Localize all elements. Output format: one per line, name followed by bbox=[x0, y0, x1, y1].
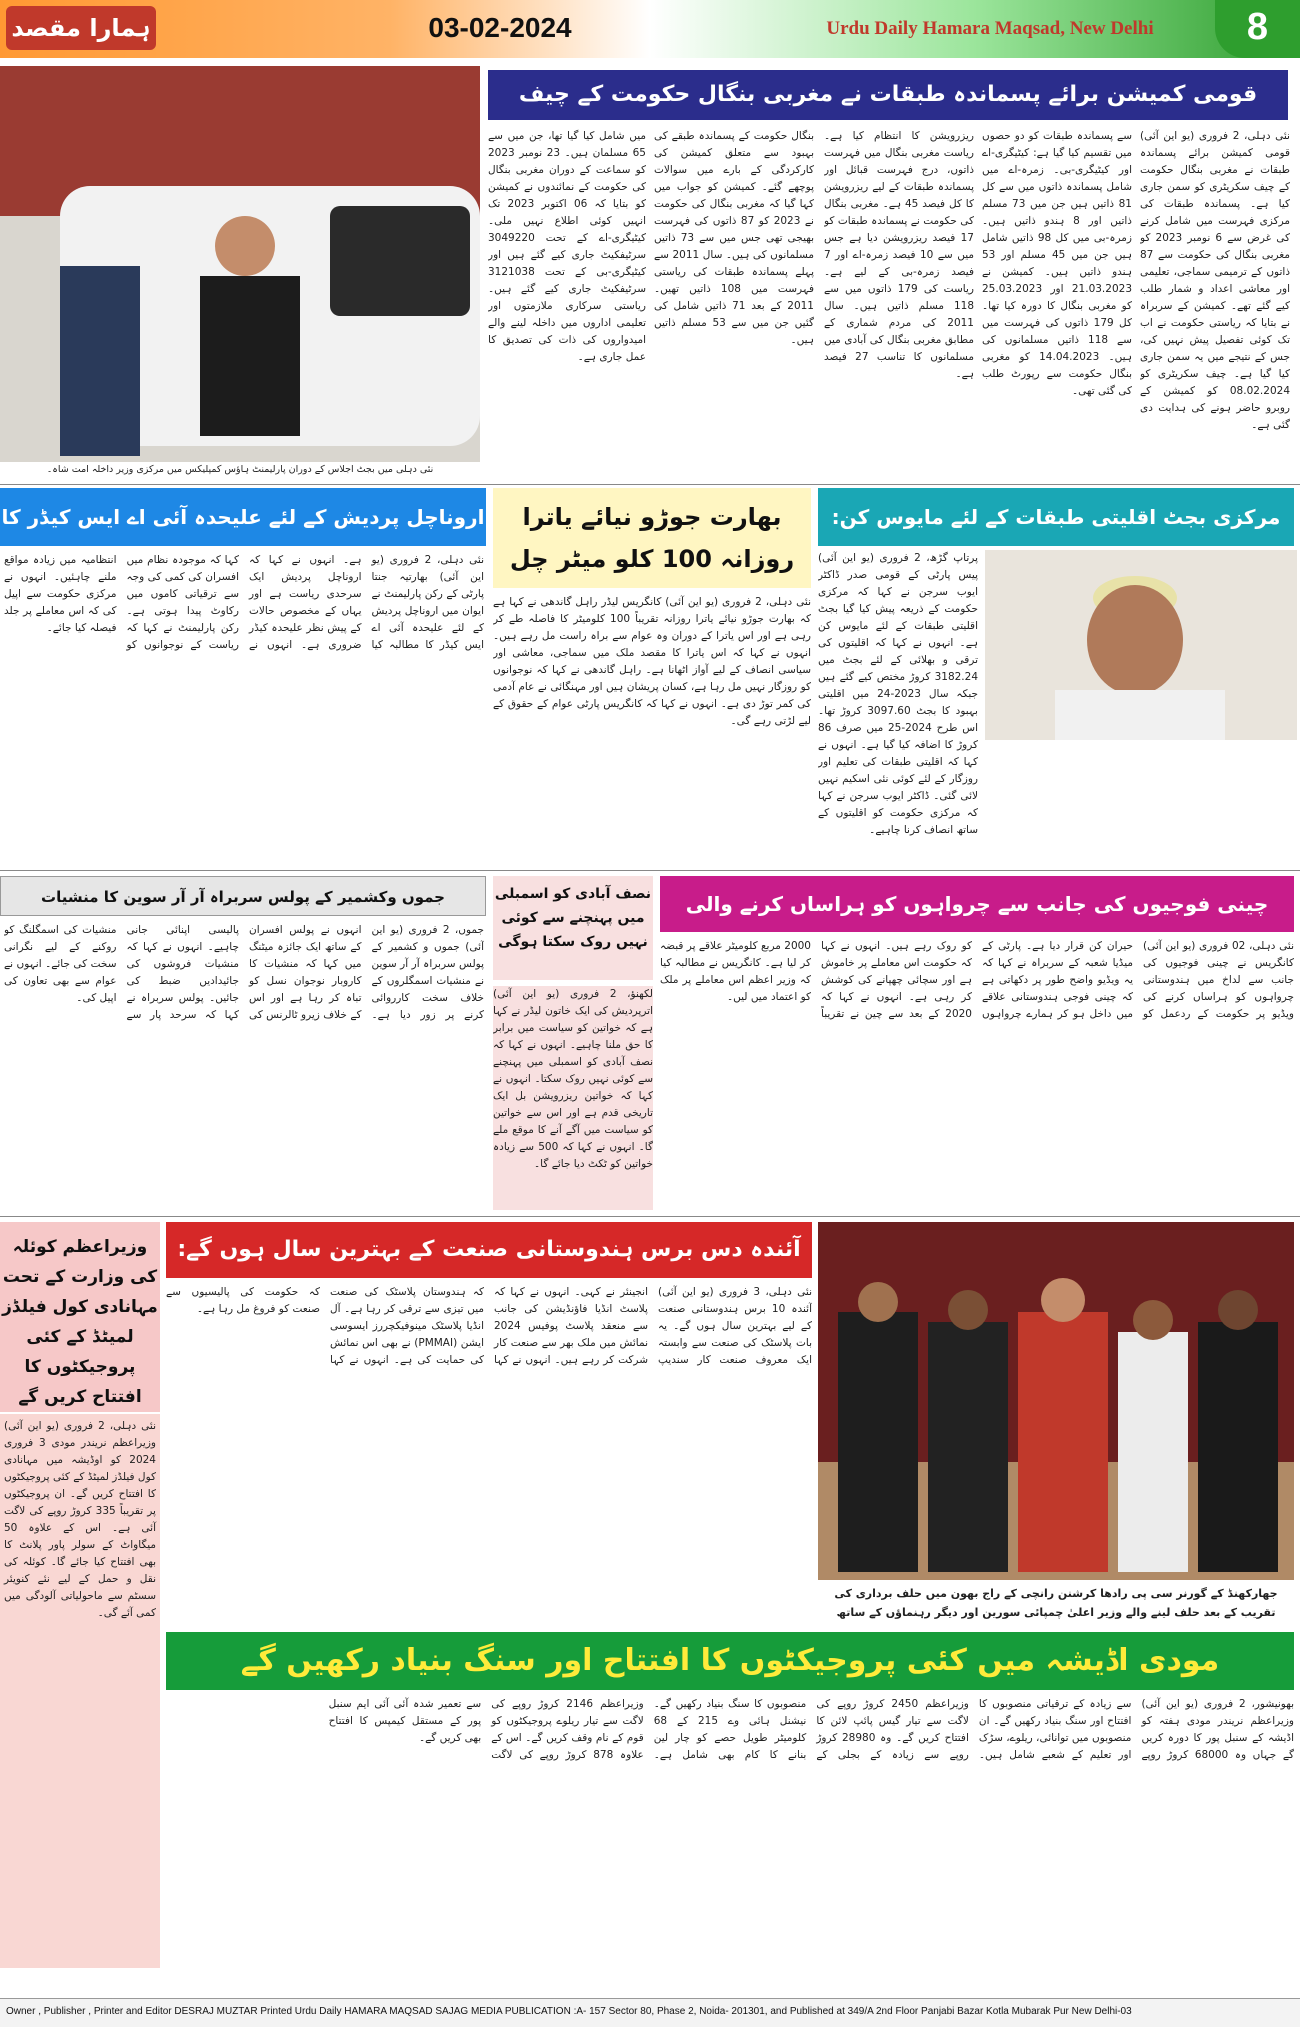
ceremony-illustration bbox=[818, 1222, 1294, 1580]
story2-text-lower bbox=[985, 745, 1295, 863]
portrait-illustration bbox=[985, 550, 1297, 740]
paper-name: Urdu Daily Hamara Maqsad, New Delhi bbox=[826, 18, 1154, 39]
story9-text: نئی دہلی، 3 فروری (یو این آئی) آئندہ 10 برس ہندوستانی صنعت کے لیے بہترین سال ہوں گے۔ یہ بات پلاسٹک کی صنعت سے وابستہ ایک معروف صنعت کار سندیپ انجینئر نے کہی۔ انہوں نے کہا کہ پلاسٹ انڈیا فاؤنڈیشن کی جانب سے منعقد پلاسٹ پوفیس 2024 نمائش میں ملک بھر سے صنعت کار شرکت کر رہے ہیں۔ انہوں نے کہا کہ ہندوستان پلاسٹک کی صنعت میں تیزی سے ترقی کر رہا ہے۔ آل انڈیا پلاسٹک مینوفیکچررز ایسوسی ایشن (PMMAI) نے بھی اس نمائش کی حمایت کی ہے۔ انہوں نے کہا کہ حکومت کی پالیسیوں سے صنعت کو فروغ مل رہا ہے۔ bbox=[166, 1286, 812, 1366]
car-illustration bbox=[0, 66, 480, 462]
masthead-logo bbox=[6, 6, 156, 50]
story9-headline: آئندہ دس برس ہندوستانی صنعت کے بہترین سال ہوں گے: bbox=[166, 1222, 812, 1278]
divider bbox=[0, 1216, 1300, 1217]
story11-headline: مودی اڈیشہ میں کئی پروجیکٹوں کا افتتاح اور سنگ بنیاد رکھیں گے bbox=[166, 1632, 1294, 1690]
story6-headline: نصف آبادی کو اسمبلی میں پہنچنے سے کوئی نہیں روک سکتا ہوگی bbox=[493, 876, 653, 980]
story1-col1: نئی دہلی، 2 فروری (یو این آئی) قومی کمیشن برائے پسماندہ طبقات نے مغربی بنگال حکومت کے چیف سکریٹری کو سمن جاری کیا ہے۔ پسماندہ طبقات کی مرکزی فہرست میں شامل کرنے کی غرض سے 6 نومبر 2023 کو مغربی بنگال کی حکومت سے 87 ذاتوں کے ترمیمی سماجی، تعلیمی اور معاشی اعداد و شمار طلب کیے گئے تھے۔ کمیشن کے سربراہ نے بتایا کہ ریاستی حکومت نے اب تک کوئی تفصیل پیش نہیں کی، جس کے نتیجے میں یہ سمن جاری کیا گیا ہے۔ چیف سکریٹری کو 08.02.2024 کو کمیشن کے روبرو حاضر ہونے کی ہدایت دی گئی ہے۔ bbox=[1140, 130, 1290, 431]
story2-text: پرتاپ گڑھ، 2 فروری (یو این آئی) پیس پارٹی کے قومی صدر ڈاکٹر ایوب سرجن نے کہا کہ مرکزی حکومت کے ذریعہ پیش کیا گیا بجٹ اقلیتی طبقات کے لئے مایوس کن ہے۔ انہوں نے کہا کہ اقلیتوں کی ترقی و بھلائی کے لئے بجٹ میں 3182.24 کروڑ مختص کیے گئے ہیں جبکہ سال 2023-24 میں اقلیتی بہبود کا بجٹ 3097.60 کروڑ تھا۔ اس طرح 2024-25 میں صرف 86 کروڑ کا اضافہ کیا گیا ہے۔ انہوں نے کہا کہ اقلیتی طبقات کی تعلیم اور روزگار کے لئے کوئی نئی اسکیم نہیں لائی گئی۔ ڈاکٹر ایوب سرجن نے کہا کہ مرکزی حکومت کو اقلیتوں کے ساتھ انصاف کرنا چاہیے۔ bbox=[818, 552, 978, 836]
story8-text: نئی دہلی، 2 فروری (یو این آئی) وزیراعظم نریندر مودی 3 فروری 2024 کو اوڈیشہ میں مہانادی کول فیلڈز لمیٹڈ کے کئی پروجیکٹوں کا افتتاح کریں گے۔ ان پروجیکٹوں پر تقریباً 335 کروڑ روپے کی لاگت آئی ہے۔ اس کے علاوہ 50 میگاواٹ کے سولر پاور پلانٹ کا بھی افتتاح کیا جائے گا۔ کوئلہ کی نقل و حمل کے لیے نئے کنویئر سسٹم سے ماحولیاتی آلودگی میں کمی آئے گی۔ bbox=[0, 1414, 160, 1968]
story7-text: نئی دہلی، 02 فروری (یو این آئی) کانگریس نے چینی فوجیوں کی جانب سے لداخ میں ہندوستانی چرواہوں کو ہراساں کرنے کی ویڈیو پر حکومت کے ردعمل کو حیران کن قرار دیا ہے۔ پارٹی کے میڈیا شعبہ کے سربراہ نے کہا کہ یہ ویڈیو واضح طور پر دکھاتی ہے کہ چینی فوجی ہندوستانی علاقے میں داخل ہو کر ہمارے چرواہوں کو روک رہے ہیں۔ انہوں نے کہا کہ حکومت اس معاملے پر خاموش ہے اور سچائی چھپانے کی کوشش کر رہی ہے۔ انہوں نے کہا کہ 2020 کے بعد سے چین نے تقریباً 2000 مربع کلومیٹر علاقے پر قبضہ کر لیا ہے۔ کانگریس نے مطالبہ کیا کہ وزیر اعظم اس معاملے پر ملک کو اعتماد میں لیں۔ bbox=[660, 940, 1294, 1020]
story1-col3: ریزرویشن کا انتظام کیا ہے۔ ریاست مغربی بنگال میں فہرست ذاتوں، درج فہرست قبائل اور پسماندہ طبقات کے لیے ریزرویشن کا کل فیصد 45 ہے۔ مغربی بنگال کی حکومت نے پسماندہ طبقات کو 17 فیصد ریزرویشن دیا ہے جس میں سے 10 فیصد زمرہ-اے اور 7 فیصد زمرہ-بی کے لیے ہے۔ ریاست کی 179 ذاتوں میں سے 118 مسلم ذاتیں ہیں۔ سال 2011 کی مردم شماری کے مطابق مغربی بنگال کی آبادی میں مسلمانوں کا تناسب 27 فیصد ہے۔ bbox=[824, 130, 974, 380]
logo-text: ہمارا مقصد bbox=[11, 14, 151, 42]
story2-headline: مرکزی بجٹ اقلیتی طبقات کے لئے مایوس کن: bbox=[818, 488, 1294, 546]
story5-text: جموں، 2 فروری (یو این آئی) جموں و کشمیر کے پولس سربراہ آر آر سوین نے منشیات اسمگلروں کے خلاف سخت کارروائی کرنے پر زور دیا ہے۔ انہوں نے پولس افسران کے ساتھ ایک جائزہ میٹنگ میں کہا کہ منشیات کا کاروبار نوجوان نسل کو تباہ کر رہا ہے اور اس کے خلاف زیرو ٹالرنس کی پالیسی اپنائی جانی چاہیے۔ انہوں نے کہا کہ منشیات فروشوں کی جائیدادیں ضبط کی جائیں۔ پولس سربراہ نے کہا کہ سرحد پار سے منشیات کی اسمگلنگ کو روکنے کے لیے نگرانی سخت کی جائے۔ انہوں نے عوام سے بھی تعاون کی اپیل کی۔ bbox=[4, 924, 484, 1021]
amit-shah-caption: نئی دہلی میں بجٹ اجلاس کے دوران پارلیمنٹ ہاؤس کمپلیکس میں مرکزی وزیر داخلہ امت شاہ۔ bbox=[46, 464, 434, 475]
jharkhand-ceremony-photo bbox=[818, 1222, 1294, 1580]
story3-headline: بھارت جوڑو نیائے یاترا روزانہ 100 کلو میٹر چل bbox=[493, 488, 811, 588]
page-number: 8 bbox=[1246, 6, 1269, 48]
jharkhand-caption: جھارکھنڈ کے گورنر سی پی رادھا کرشنن رانچی کے راج بھون میں حلف برداری کی تقریب کے بعد حلف لینے والے وزیر اعلیٰ چمپائی سورین اور دیگر رہنماؤں کے ساتھ bbox=[834, 1587, 1278, 1619]
footer bbox=[0, 1998, 1300, 2027]
story4-text: نئی دہلی، 2 فروری (یو این آئی) بھارتیہ جنتا پارٹی کے رکن پارلیمنٹ نے ایوان میں اروناچل پردیش کے لئے علیحدہ آئی اے ایس کیڈر کا مطالبہ کیا ہے۔ انہوں نے کہا کہ اروناچل پردیش ایک سرحدی ریاست ہے اور یہاں کے مخصوص حالات کے پیش نظر علیحدہ کیڈر ضروری ہے۔ انہوں نے کہا کہ موجودہ نظام میں افسران کی کمی کی وجہ سے ترقیاتی کاموں میں رکاوٹ پیدا ہوتی ہے۔ رکن پارلیمنٹ نے کہا کہ ریاست کے نوجوانوں کو انتظامیہ میں زیادہ مواقع ملنے چاہئیں۔ انہوں نے مرکزی حکومت سے اپیل کی کہ اس معاملے پر جلد فیصلہ کیا جائے۔ bbox=[4, 554, 484, 651]
story1-col2: سے پسماندہ طبقات کو دو حصوں میں تقسیم کیا گیا ہے: کیٹیگری-اے اور کیٹیگری-بی۔ زمرہ-اے میں شامل پسماندہ ذاتوں میں سے کل 81 ذاتیں ہیں جن میں 73 مسلم ذاتیں اور 8 ہندو ذاتیں ہیں۔ زمرہ-بی میں کل 98 ذاتیں شامل ہیں جن میں 45 مسلم اور 53 ہندو ذاتیں ہیں۔ کمیشن نے 21.03.2023 اور 25.03.2023 کو مغربی بنگال کا دورہ کیا تھا۔ کل 179 ذاتوں کی فہرست میں سے 118 ذاتیں مسلمانوں کی ہیں۔ 14.04.2023 کو مغربی بنگال حکومت سے رپورٹ طلب کی گئی تھی۔ bbox=[982, 130, 1132, 397]
story8-headline: وزیراعظم کوئلہ کی وزارت کے تحت مہانادی کول فیلڈز لمیٹڈ کے کئی پروجیکٹوں کا افتتاح کریں گے bbox=[0, 1222, 160, 1412]
page-number-badge bbox=[1215, 0, 1300, 58]
story1-col5: میں شامل کیا گیا تھا، جن میں سے 65 مسلمان ہیں۔ 23 نومبر 2023 کو سماعت کے دوران مغربی بنگال کی حکومت کے نمائندوں نے کمیشن کو بتایا کہ 06 اکتوبر 2023 تک انہیں کوئی اطلاع نہیں ملی۔ کیٹیگری-اے کے تحت 3049220 سرٹیفکیٹ جاری کیے گئے ہیں اور کیٹیگری-بی کے تحت 3121038 سرٹیفکیٹ جاری کیے گئے ہیں۔ ریاستی سرکاری ملازمتوں اور تعلیمی اداروں میں داخلہ لینے والے امیدواروں کی ذات کی تصدیق کا عمل جاری ہے۔ bbox=[488, 130, 646, 363]
issue-date: 03-02-2024 bbox=[428, 12, 572, 43]
story7-headline: چینی فوجیوں کی جانب سے چرواہوں کو ہراساں کرنے والی bbox=[660, 876, 1294, 932]
divider bbox=[0, 484, 1300, 485]
ayub-surjan-photo bbox=[985, 550, 1297, 740]
story6-text: لکھنؤ، 2 فروری (یو این آئی) اترپردیش کی ایک خاتون لیڈر نے کہا ہے کہ خواتین کو سیاست میں برابر کا حق ملنا چاہیے۔ انہوں نے کہا کہ نصف آبادی کو اسمبلی میں پہنچنے سے کوئی نہیں روک سکتا۔ انہوں نے کہا کہ خواتین ریزرویشن بل ایک تاریخی قدم ہے اور اس سے خواتین کو سیاست میں آگے آنے کا موقع ملے گا۔ انہوں نے کہا کہ 500 سے زیادہ خواتین کو ٹکٹ دیا جائے گا۔ bbox=[493, 986, 653, 1210]
story11-text: بھونیشور، 2 فروری (یو این آئی) وزیراعظم نریندر مودی ہفتہ کو اڈیشہ کے سنبل پور کا دورہ کریں گے جہاں وہ 68000 کروڑ روپے سے زیادہ کے ترقیاتی منصوبوں کا افتتاح اور سنگ بنیاد رکھیں گے۔ ان منصوبوں میں توانائی، ریلوے، سڑک اور تعلیم کے شعبے شامل ہیں۔ وزیراعظم 2450 کروڑ روپے کی لاگت سے تیار گیس پائپ لائن کا افتتاح کریں گے۔ وہ 28980 کروڑ روپے سے زیادہ کے بجلی کے منصوبوں کا سنگ بنیاد رکھیں گے۔ نیشنل ہائی وے 215 کے 68 کلومیٹر طویل حصے کو چار لین بنانے کا کام بھی شامل ہے۔ وزیراعظم 2146 کروڑ روپے کی لاگت سے تیار ریلوے پروجیکٹوں کو قوم کے نام وقف کریں گے۔ اس کے علاوہ 878 کروڑ روپے کی لاگت سے تعمیر شدہ آئی آئی ایم سنبل پور کے مستقل کیمپس کا افتتاح بھی کریں گے۔ bbox=[328, 1698, 1294, 1761]
story4-headline: اروناچل پردیش کے لئے علیحدہ آئی اے ایس کیڈر کا bbox=[0, 488, 486, 546]
story5-headline: جموں وکشمیر کے پولس سربراہ آر آر سوین کا منشیات bbox=[0, 876, 486, 916]
story1-col4: بنگال حکومت کے پسماندہ طبقے کی بہبود سے متعلق کمیشن کی کارکردگی کے بارے میں سوالات پوچھے گئے۔ کمیشن کو جواب میں کہا گیا کہ مغربی بنگال کی حکومت نے 2023 کو 87 ذاتوں کی فہرست بھیجی تھی جس میں سے 73 ذاتیں مسلمانوں کی ہیں۔ سال 2011 سے پہلے پسماندہ طبقات کی ریاستی فہرست میں 108 ذاتیں تھیں۔ 2011 کے بعد 71 ذاتیں شامل کی گئیں جن میں سے 53 مسلم ذاتیں ہیں۔ bbox=[654, 130, 814, 346]
story3-text: نئی دہلی، 2 فروری (یو این آئی) کانگریس لیڈر راہل گاندھی نے کہا ہے کہ بھارت جوڑو نیائے یاترا روزانہ تقریباً 100 کلومیٹر کا فاصلہ طے کر رہی ہے اور اس یاترا کے دوران وہ عوام سے براہ راست مل رہے ہیں۔ انہوں نے کہا کہ اس یاترا کا مقصد ملک میں سماجی، معاشی اور سیاسی انصاف کے لیے آواز اٹھانا ہے۔ راہل گاندھی نے کہا کہ نوجوانوں کو روزگار نہیں مل رہا ہے، کسان پریشان ہیں اور مہنگائی نے عام آدمی کی کمر توڑ دی ہے۔ انہوں نے کہا کہ کانگریس پارٹی عوام کے حقوق کے لیے لڑتی رہے گی۔ bbox=[493, 596, 811, 727]
amit-shah-photo bbox=[0, 66, 480, 462]
divider bbox=[0, 870, 1300, 871]
masthead bbox=[0, 0, 1300, 58]
story1-headline: قومی کمیشن برائے پسماندہ طبقات نے مغربی بنگال حکومت کے چیف bbox=[488, 70, 1288, 120]
footer-text: Owner , Publisher , Printer and Editor DESRAJ MUZTAR Printed Urdu Daily HAMARA MAQSAD SAJAG MEDIA PUBLICATION :A- 157 Sector 80, Phase 2, Noida- 201301, and Published at 349/A 2nd Floor Panjabi Bazar Kotla Mubarak Pur New Delhi-03 bbox=[6, 2006, 1132, 2017]
